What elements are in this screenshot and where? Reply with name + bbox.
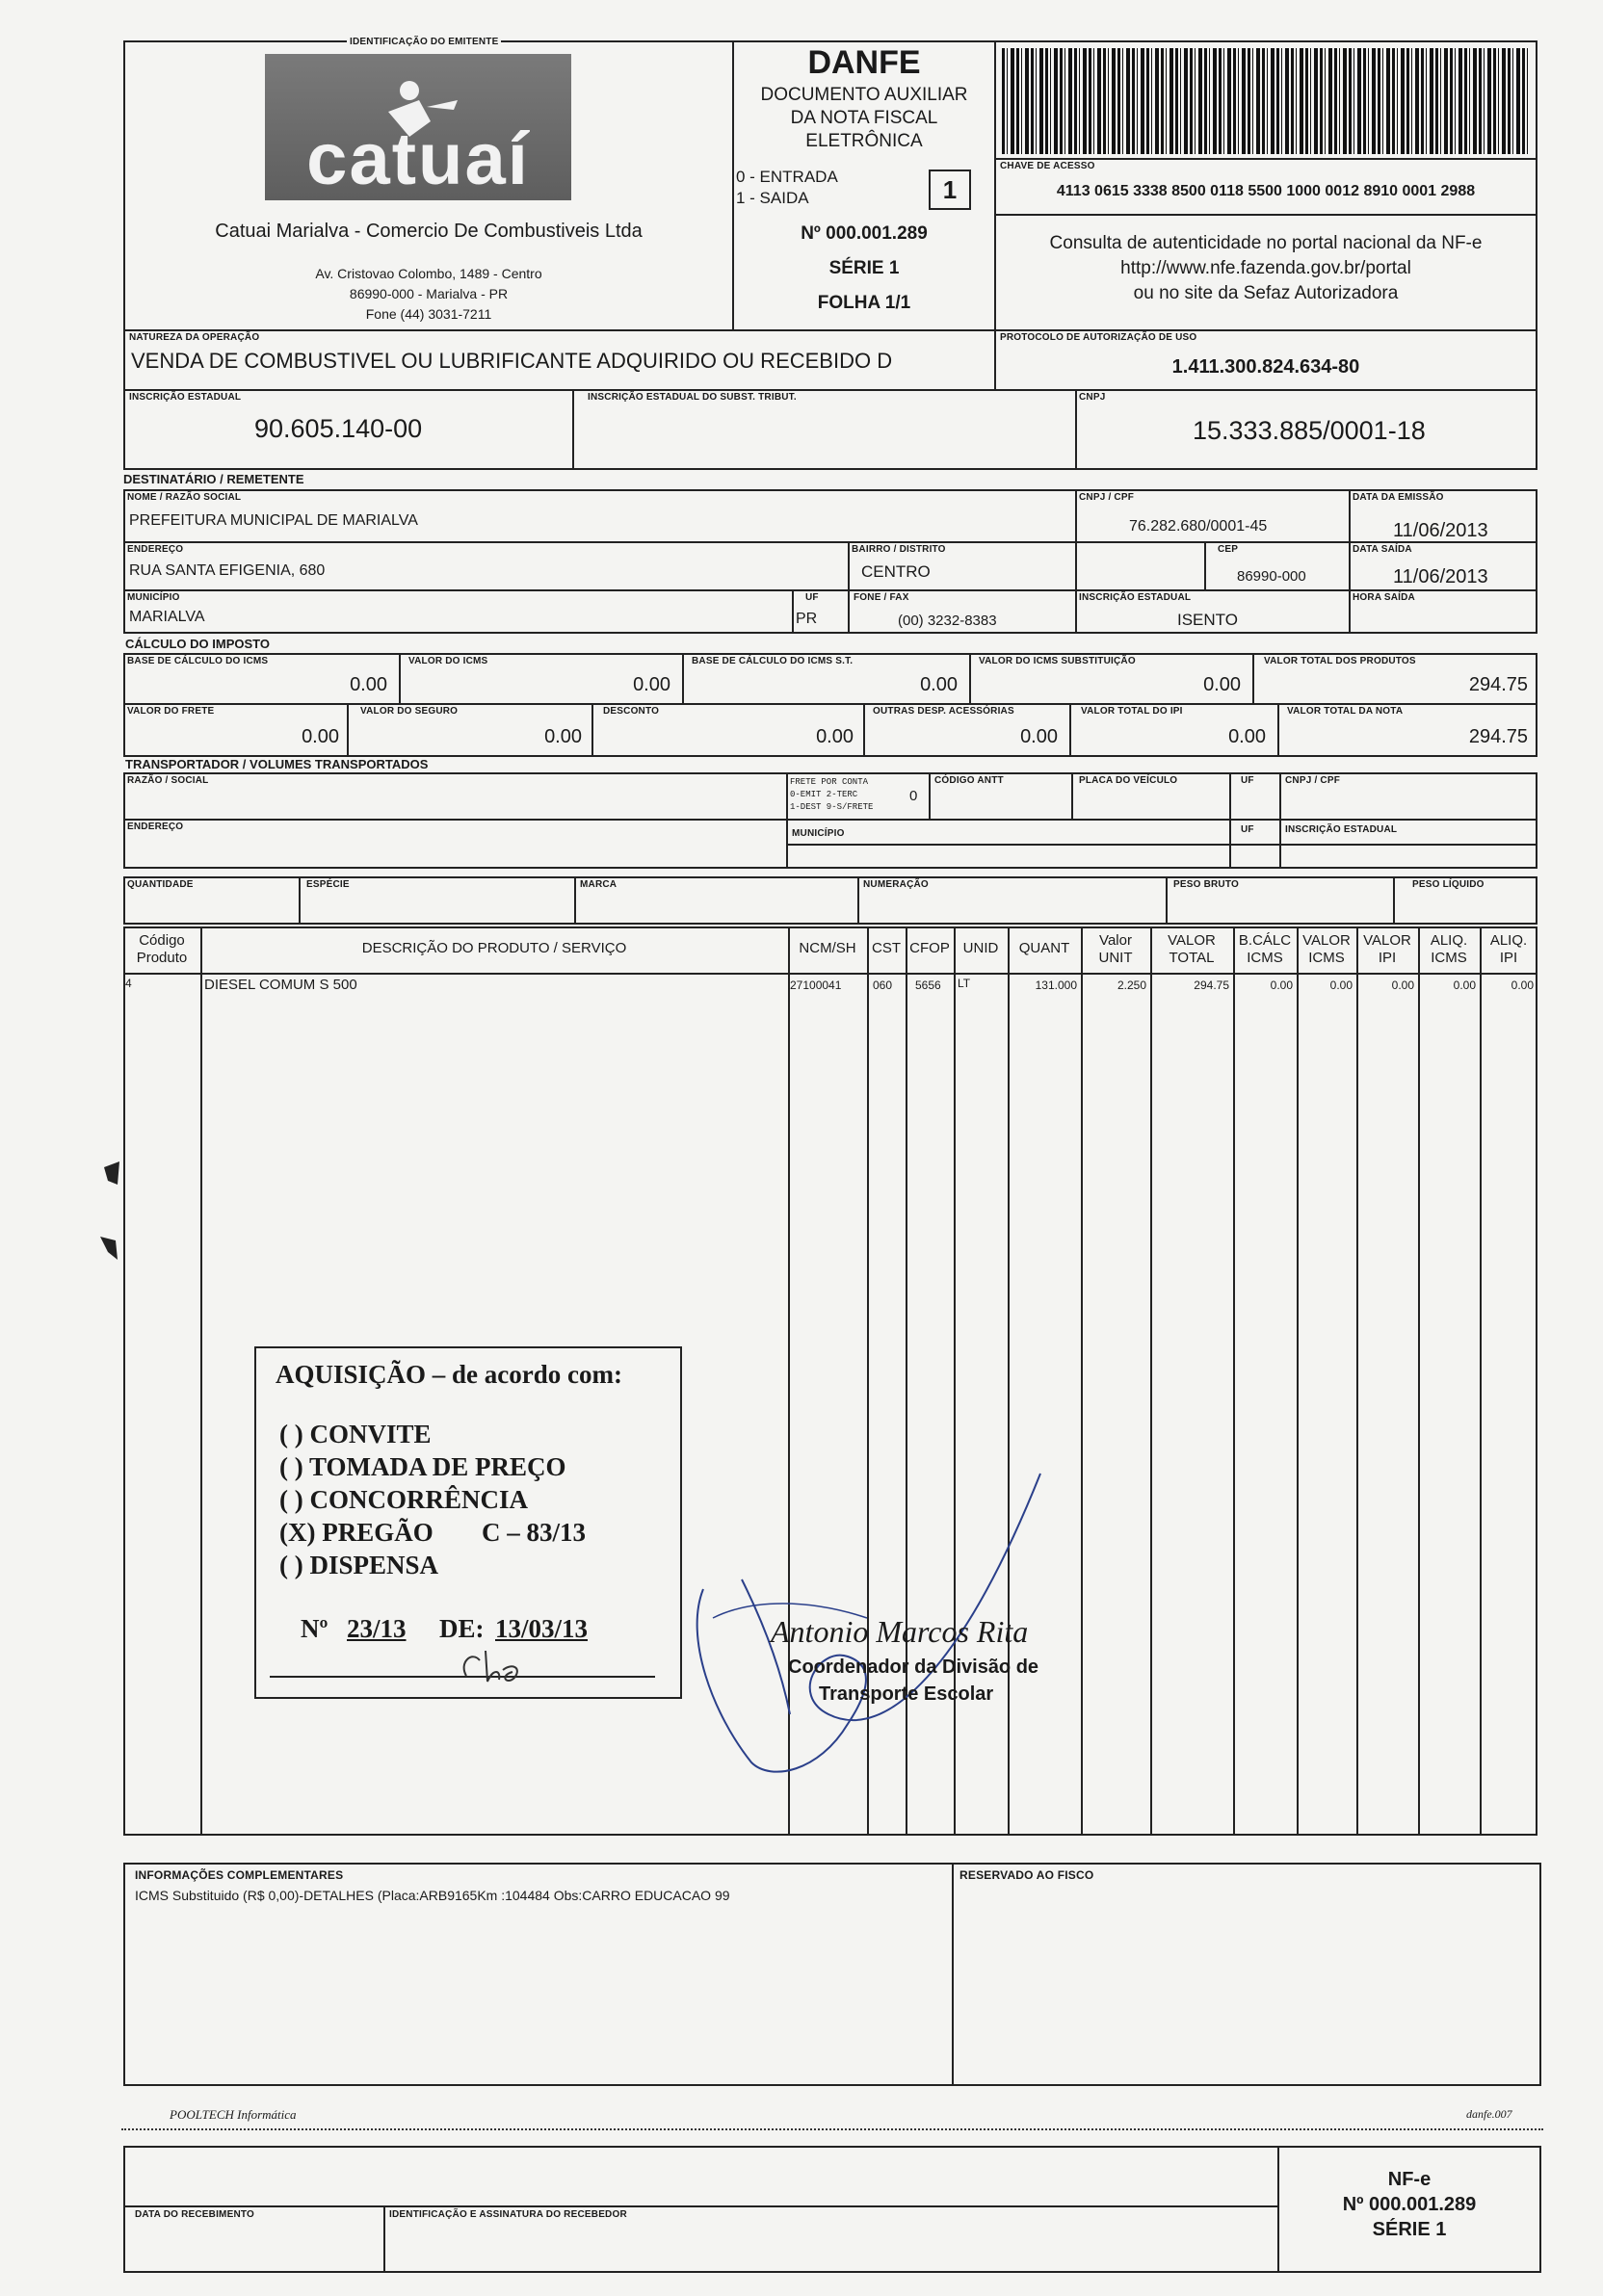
numeracao-label: NUMERAÇÃO [863, 879, 929, 890]
stamp-initials-icon [457, 1643, 534, 1691]
dest-cnpj: 76.282.680/0001-45 [1129, 518, 1268, 535]
aquisicao-stamp [254, 1346, 682, 1699]
dest-saida-label: DATA SAÍDA [1353, 544, 1412, 555]
desconto-label: DESCONTO [603, 706, 660, 717]
col-ncm: NCM/SH [799, 940, 856, 956]
footer-version: danfe.007 [1466, 2107, 1512, 2121]
outras: 0.00 [1020, 726, 1058, 747]
row-cst: 060 [873, 978, 893, 992]
dest-ie-label: INSCRIÇÃO ESTADUAL [1079, 592, 1192, 603]
seguro: 0.00 [544, 726, 582, 747]
imposto-section: CÁLCULO DO IMPOSTO [125, 637, 270, 651]
outras-label: OUTRAS DESP. ACESSÓRIAS [873, 706, 1014, 717]
dest-fone-label: FONE / FAX [854, 592, 909, 603]
valor-icms-label: VALOR DO ICMS [408, 656, 488, 666]
frete-conta-value: 0 [909, 788, 918, 804]
stamp-numero: 23/13 [347, 1614, 407, 1643]
base-icms-label: BASE DE CÁLCULO DO ICMS [127, 656, 269, 666]
canhoto-serie: SÉRIE 1 [1372, 2219, 1447, 2240]
col-vipi: VALOR IPI [1363, 932, 1411, 966]
ipi: 0.00 [1228, 726, 1266, 747]
dest-uf: PR [796, 611, 818, 627]
stamp-pregao: (X) PREGÃO [279, 1518, 434, 1547]
transp-razao-label: RAZÃO / SOCIAL [127, 775, 209, 786]
assinatura-recebedor-label: IDENTIFICAÇÃO E ASSINATURA DO RECEBEDOR [389, 2209, 627, 2220]
logo-text: catuaí [306, 118, 530, 200]
transp-uf-label: UF [1241, 775, 1254, 786]
consulta-line-1: Consulta de autenticidade no portal nacional da NF-e [1049, 233, 1483, 253]
emitente-address-1: Av. Cristovao Colombo, 1489 - Centro [315, 266, 542, 281]
transp-municipio-label: MUNICÍPIO [792, 828, 845, 839]
frete: 0.00 [302, 726, 339, 747]
signature-name: Antonio Marcos Rita [771, 1614, 1029, 1649]
ie-st-label: INSCRIÇÃO ESTADUAL DO SUBST. TRIBUT. [588, 392, 797, 403]
danfe-tipo: 1 [929, 170, 971, 210]
frete-conta-1: FRETE POR CONTA [790, 777, 869, 787]
row-vunit: 2.250 [1117, 978, 1146, 992]
total-prod-label: VALOR TOTAL DOS PRODUTOS [1264, 656, 1416, 666]
signature-line2: Transporte Escolar [819, 1683, 994, 1705]
total-nota: 294.75 [1468, 726, 1528, 747]
stamp-pregao-ref: C – 83/13 [482, 1518, 586, 1547]
desconto: 0.00 [816, 726, 854, 747]
row-codigo: 4 [125, 977, 132, 990]
stamp-data: 13/03/13 [495, 1614, 589, 1643]
row-cfop: 5656 [915, 978, 941, 992]
placa-label: PLACA DO VEÍCULO [1079, 775, 1178, 786]
row-vtotal: 294.75 [1194, 978, 1229, 992]
antt-label: CÓDIGO ANTT [934, 775, 1004, 786]
col-codigo: Código Produto [136, 932, 188, 966]
total-nota-label: VALOR TOTAL DA NOTA [1287, 706, 1404, 717]
row-bcalc: 0.00 [1270, 978, 1293, 992]
col-quant: QUANT [1018, 940, 1070, 956]
chave-value: 4113 0615 3338 8500 0118 5500 1000 0012 8910 0001 2988 [1056, 183, 1476, 199]
dest-emissao: 11/06/2013 [1393, 520, 1488, 541]
danfe-saida: 1 - SAIDA [736, 189, 809, 207]
info-label: INFORMAÇÕES COMPLEMENTARES [135, 1868, 344, 1882]
emitente-name: Catuai Marialva - Comercio De Combustiveis Ltda [215, 221, 643, 242]
ipi-label: VALOR TOTAL DO IPI [1081, 706, 1183, 717]
footer-software: POOLTECH Informática [170, 2107, 297, 2122]
col-cst: CST [872, 940, 901, 956]
stamp-convite: ( ) CONVITE [279, 1420, 432, 1448]
col-unid: UNID [962, 940, 999, 956]
stamp-dispensa: ( ) DISPENSA [279, 1551, 439, 1579]
dest-municipio: MARIALVA [129, 609, 205, 625]
dest-cep-label: CEP [1218, 544, 1239, 555]
marca-label: MARCA [580, 879, 618, 890]
col-vunit: Valor UNIT [1098, 932, 1133, 966]
peso-bruto-label: PESO BRUTO [1173, 879, 1239, 890]
dest-nome: PREFEITURA MUNICIPAL DE MARIALVA [129, 512, 418, 529]
consulta-line-2: http://www.nfe.fazenda.gov.br/portal [1120, 258, 1411, 278]
cnpj-value: 15.333.885/0001-18 [1193, 416, 1426, 445]
danfe-subtitle-3: ELETRÔNICA [805, 131, 923, 151]
transp-uf2-label: UF [1241, 824, 1254, 835]
emitente-address-2: 86990-000 - Marialva - PR [349, 286, 509, 301]
stamp-title: AQUISIÇÃO – de acordo com: [276, 1360, 622, 1389]
quantidade-label: QUANTIDADE [127, 879, 194, 890]
col-bcalc: B.CÁLC ICMS [1238, 932, 1292, 966]
transp-ie-label: INSCRIÇÃO ESTADUAL [1285, 824, 1398, 835]
ie-label: INSCRIÇÃO ESTADUAL [129, 392, 242, 403]
destinatario-section: DESTINATÁRIO / REMETENTE [123, 472, 304, 486]
emitente-phone: Fone (44) 3031-7211 [365, 306, 492, 322]
dest-hora-label: HORA SAÍDA [1353, 592, 1415, 603]
natureza-value: VENDA DE COMBUSTIVEL OU LUBRIFICANTE ADQUIRIDO OU RECEBIDO D [131, 349, 893, 373]
row-ncm: 27100041 [790, 978, 842, 992]
col-aipi: ALIQ. IPI [1489, 932, 1528, 966]
dest-bairro-label: BAIRRO / DISTRITO [852, 544, 946, 555]
transp-endereco-label: ENDEREÇO [127, 822, 184, 832]
cnpj-label: CNPJ [1079, 392, 1106, 403]
danfe-subtitle-1: DOCUMENTO AUXILIAR [760, 85, 968, 105]
danfe-title: DANFE [807, 44, 921, 81]
col-descricao: DESCRIÇÃO DO PRODUTO / SERVIÇO [361, 940, 627, 956]
frete-conta-3: 1-DEST 9-S/FRETE [790, 802, 874, 812]
row-aicms: 0.00 [1453, 978, 1476, 992]
row-quant: 131.000 [1035, 978, 1077, 992]
dest-saida: 11/06/2013 [1393, 566, 1488, 587]
signature-line1: Coordenador da Divisão de [788, 1657, 1039, 1678]
total-prod: 294.75 [1468, 674, 1528, 695]
stamp-concorrencia: ( ) CONCORRÊNCIA [279, 1485, 528, 1514]
dest-ie: ISENTO [1177, 611, 1238, 629]
especie-label: ESPÉCIE [306, 879, 350, 890]
row-unid: LT [958, 977, 971, 990]
danfe-entrada: 0 - ENTRADA [736, 168, 838, 186]
ie-value: 90.605.140-00 [254, 414, 423, 443]
base-icms: 0.00 [350, 674, 387, 695]
canhoto-box [123, 2146, 1279, 2273]
danfe-folha: FOLHA 1/1 [817, 293, 911, 313]
danfe-numero: Nº 000.001.289 [801, 223, 928, 244]
valor-st-label: VALOR DO ICMS SUBSTITUIÇÃO [979, 656, 1136, 666]
destinatario-box [123, 489, 1537, 634]
chave-label: CHAVE DE ACESSO [1000, 161, 1095, 171]
valor-st: 0.00 [1203, 674, 1241, 695]
dest-cep: 86990-000 [1237, 568, 1306, 585]
info-value: ICMS Substituido (R$ 0,00)-DETALHES (Placa:ARB9165Km :104484 Obs:CARRO EDUCACAO 99 [135, 1888, 730, 1903]
row-aipi: 0.00 [1511, 978, 1534, 992]
dest-cnpj-label: CNPJ / CPF [1079, 492, 1135, 503]
cut-line [121, 2128, 1543, 2130]
canhoto-nfe: NF-e [1387, 2169, 1432, 2190]
canhoto-numero: Nº 000.001.289 [1342, 2194, 1477, 2215]
natureza-label: NATUREZA DA OPERAÇÃO [129, 332, 260, 343]
protocolo-label: PROTOCOLO DE AUTORIZAÇÃO DE USO [1000, 332, 1197, 343]
row-vicms: 0.00 [1329, 978, 1353, 992]
transportador-section: TRANSPORTADOR / VOLUMES TRANSPORTADOS [125, 757, 429, 771]
barcode [1002, 48, 1530, 154]
consulta-line-3: ou no site da Sefaz Autorizadora [1133, 283, 1399, 303]
dest-emissao-label: DATA DA EMISSÃO [1353, 492, 1444, 503]
stamp-de-prefix: DE: [439, 1614, 485, 1643]
dest-bairro: CENTRO [861, 562, 931, 581]
base-st-label: BASE DE CÁLCULO DO ICMS S.T. [692, 656, 854, 666]
stamp-numero-prefix: Nº [301, 1614, 328, 1643]
row-descricao: DIESEL COMUM S 500 [204, 977, 357, 993]
dest-uf-label: UF [805, 592, 819, 603]
seguro-label: VALOR DO SEGURO [360, 706, 459, 717]
protocolo-value: 1.411.300.824.634-80 [1171, 356, 1360, 378]
peso-liquido-label: PESO LÍQUIDO [1412, 879, 1485, 890]
dest-municipio-label: MUNICÍPIO [127, 592, 180, 603]
frete-label: VALOR DO FRETE [127, 706, 215, 717]
col-aicms: ALIQ. ICMS [1430, 932, 1468, 966]
emitente-section-label: IDENTIFICAÇÃO DO EMITENTE [347, 37, 501, 47]
valor-icms: 0.00 [633, 674, 670, 695]
dest-endereco-label: ENDEREÇO [127, 544, 184, 555]
dest-nome-label: NOME / RAZÃO SOCIAL [127, 492, 242, 503]
danfe-subtitle-2: DA NOTA FISCAL [790, 108, 938, 128]
fisco-label: RESERVADO AO FISCO [959, 1868, 1094, 1882]
dest-fone: (00) 3232-8383 [898, 613, 997, 629]
col-vtotal: VALOR TOTAL [1168, 932, 1216, 966]
col-vicms: VALOR ICMS [1302, 932, 1351, 966]
signature-stamp [674, 1560, 1079, 1753]
danfe-serie: SÉRIE 1 [828, 258, 900, 278]
margin-mark-icon [94, 1156, 133, 1271]
fisco-box [952, 1863, 1541, 2086]
data-recebimento-label: DATA DO RECEBIMENTO [135, 2209, 254, 2220]
dest-endereco: RUA SANTA EFIGENIA, 680 [129, 562, 326, 579]
emitente-logo [265, 54, 571, 200]
row-vipi: 0.00 [1391, 978, 1414, 992]
transp-cnpj-label: CNPJ / CPF [1285, 775, 1341, 786]
col-cfop: CFOP [909, 940, 950, 956]
stamp-tomada: ( ) TOMADA DE PREÇO [279, 1452, 566, 1481]
signature-icon [674, 1560, 1079, 1801]
base-st: 0.00 [920, 674, 958, 695]
frete-conta-2: 0-EMIT 2-TERC [790, 790, 858, 799]
